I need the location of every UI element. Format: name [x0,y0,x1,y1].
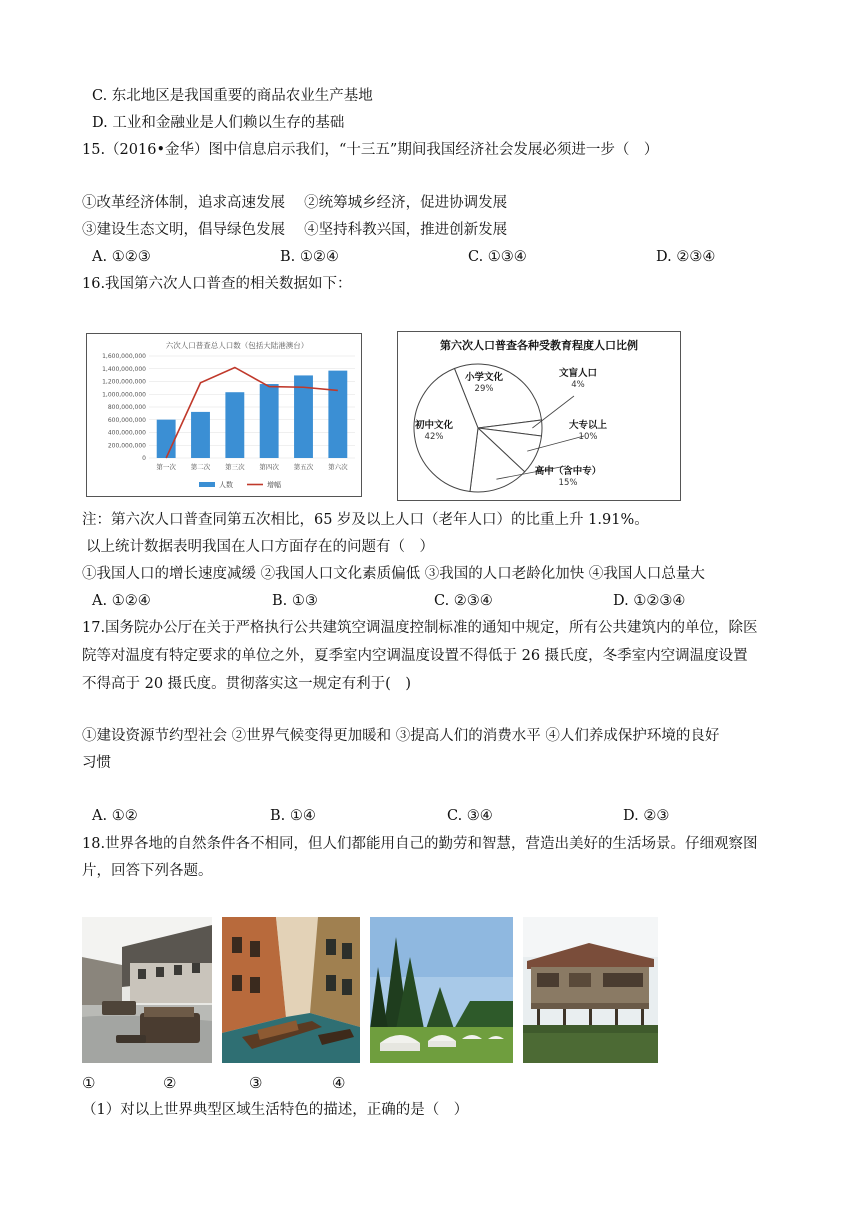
bar-y-tick-label: 800,000,000 [107,404,146,412]
photo-stilt-house [523,917,658,1063]
q16-option-c: C. ②③④ [434,593,493,609]
bar-y-tick-label: 600,000,000 [107,416,146,424]
q15-stem: 15.（2016•金华）图中信息启示我们，“十三五”期间我国经济社会发展必须进一步（ ） [82,142,659,158]
photo-venice-canal [222,917,360,1063]
pie-slice-value: 29% [474,384,494,394]
bar-y-tick-label: 1,000,000,000 [102,391,146,399]
q15-option-b: B. ①②④ [280,249,339,265]
q17-option-a: A. ①② [92,808,138,824]
bar-x-tick-label: 第三次 [225,463,245,471]
q15-option-a: A. ①②③ [92,249,151,265]
bar-chart-title: 六次人口普查总人口数（包括大陆港澳台） [165,341,309,350]
pie-slice-value: 42% [424,432,444,442]
q15-option-c: C. ①③④ [468,249,527,265]
legend-line-label: 增幅 [267,481,281,489]
pie-slice-value: 4% [571,380,585,390]
bar-y-tick-label: 200,000,000 [107,442,146,450]
q14-option-d: D. 工业和金融业是人们赖以生存的基础 [92,115,345,131]
q16-stem: 16.我国第六次人口普查的相关数据如下： [82,276,352,292]
population-bar [328,371,347,458]
pie-slice-value: 15% [558,478,578,488]
q16-note: 注：第六次人口普查同第五次相比，65 岁及以上人口（老年人口）的比重上升 1.91%。 [82,512,649,528]
q17-option-b: B. ①④ [270,808,316,824]
bar-x-tick-label: 第一次 [156,463,176,471]
bar-y-tick-label: 1,600,000,000 [102,353,146,361]
population-bar-chart [86,333,362,497]
legend-bar-swatch [199,482,215,487]
population-bar-chart-svg [87,334,361,496]
pie-slice-label: 小学文化 [464,372,504,383]
q16-option-b: B. ①③ [272,593,318,609]
photo-water-town [82,917,212,1063]
q15-choice-line2: ③建设生态文明，倡导绿色发展 ④坚持科教兴国，推进创新发展 [82,222,508,238]
bar-x-tick-label: 第四次 [259,463,279,471]
q16-option-d: D. ①②③④ [613,593,686,609]
q18-stem-line1: 18.世界各地的自然条件各不相同，但人们都能用自己的勤劳和智慧，营造出美好的生活场景。仔细观察图 [82,836,758,852]
q17-stem-line1: 17.国务院办公厅在关于严格执行公共建筑空调温度控制标准的通知中规定，所有公共建筑内的单位，除医 [82,620,758,636]
population-bar [191,412,210,458]
q16-choice-line: ①我国人口的增长速度减缓 ②我国人口文化素质偏低 ③我国的人口老龄化加快 ④我国人口总量大 [82,566,705,582]
pie-chart-title: 第六次人口普查各种受教育程度人口比例 [440,339,638,352]
q14-option-c: C. 东北地区是我国重要的商品农业生产基地 [92,88,373,104]
bar-x-tick-label: 第二次 [190,463,211,471]
pie-slice-label: 初中文化 [414,420,454,431]
bar-y-tick-label: 0 [142,455,146,463]
q17-stem-line3: 不得高于 20 摄氏度。贯彻落实这一规定有利于( ) [82,676,411,692]
population-bar [260,384,279,458]
photo-caption-3: ③ [249,1074,263,1092]
bar-y-tick-label: 1,200,000,000 [102,378,146,386]
pie-slice-value: 10% [578,432,598,442]
bar-y-tick-label: 1,400,000,000 [102,365,146,373]
q17-choice-line2: 习惯 [82,755,111,771]
legend-bar-label: 人数 [219,481,233,489]
q17-choice-line1: ①建设资源节约型社会 ②世界气候变得更加暖和 ③提高人们的消费水平 ④人们养成保护环境的良好 [82,728,720,744]
pie-slice-label: 大专以上 [568,420,608,431]
bar-x-tick-label: 第五次 [293,463,314,471]
pie-slice-label: 文盲人口 [558,368,598,379]
q15-choice-line1: ①改革经济体制，追求高速发展 ②统筹城乡经济，促进协调发展 [82,195,508,211]
population-bar [157,420,176,458]
q17-stem-line2: 院等对温度有特定要求的单位之外，夏季室内空调温度设置不得低于 26 摄氏度，冬季室内空调温度设置 [82,648,748,664]
bar-x-tick-label: 第六次 [328,463,348,471]
photo-grassland-yurts [370,917,513,1063]
photo-caption-1: ① [82,1074,96,1092]
education-pie-chart [397,331,681,501]
photo-caption-4: ④ [332,1074,346,1092]
population-bar [225,392,244,458]
q15-option-d: D. ②③④ [656,249,716,265]
education-pie-chart-svg [398,332,680,500]
q16-question: 以上统计数据表明我国在人口方面存在的问题有（ ） [86,539,434,555]
q18-sub1: （1）对以上世界典型区域生活特色的描述，正确的是（ ） [82,1102,469,1118]
photo-caption-2: ② [163,1074,177,1092]
q18-stem-line2: 片，回答下列各题。 [82,863,213,879]
q17-option-c: C. ③④ [447,808,493,824]
pie-slice-label: 高中（含中专） [534,466,602,477]
q17-option-d: D. ②③ [623,808,670,824]
bar-y-tick-label: 400,000,000 [107,429,146,437]
q16-option-a: A. ①②④ [92,593,151,609]
